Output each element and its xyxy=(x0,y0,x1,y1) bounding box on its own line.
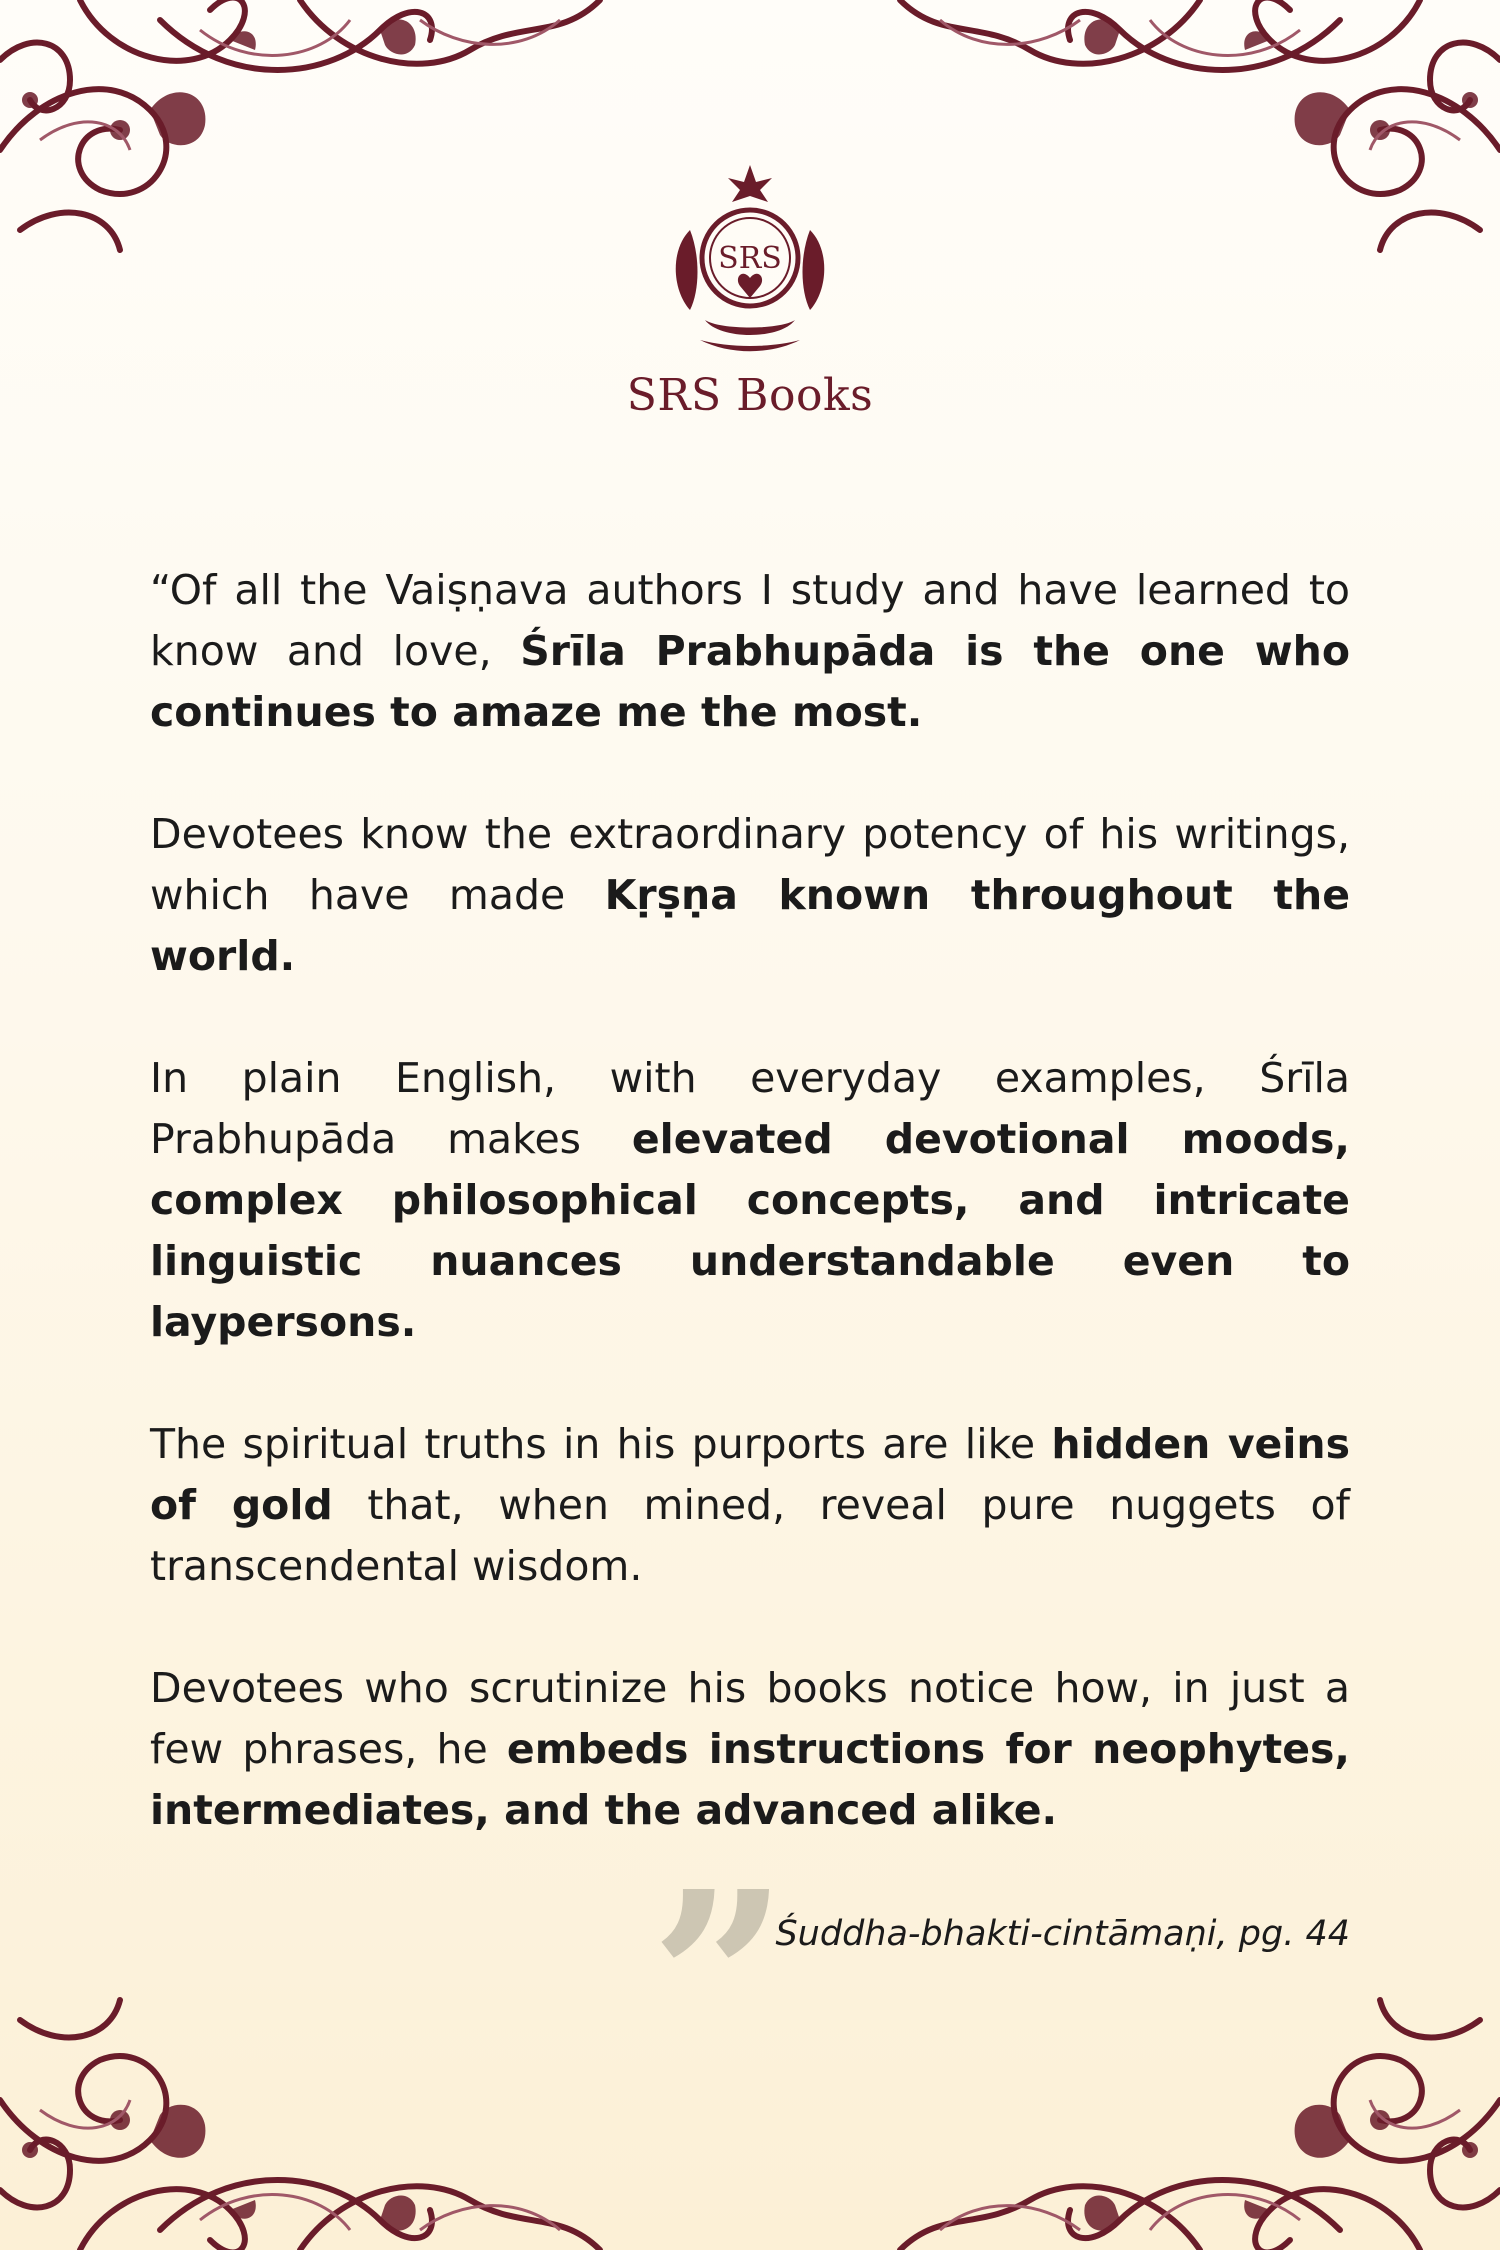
quote-paragraph xyxy=(150,560,1350,743)
quote-paragraph xyxy=(150,1658,1350,1841)
crest-monogram: SRS xyxy=(718,241,782,276)
quote-text: Devotees know the extraordinary potency of his writings, which have made xyxy=(150,810,1350,919)
quote-text: that, when mined, reveal pure nuggets of transcendental wisdom. xyxy=(150,1481,1350,1590)
quote-text: Devotees who scrutinize his books notice how, in just a few phrases, he xyxy=(150,1664,1350,1773)
quote-text: “Of all the Vaiṣṇava authors I study and have learned to know and love, xyxy=(150,566,1350,675)
quote-emphasis: Kṛṣṇa known throughout the world. xyxy=(150,871,1350,980)
quote-emphasis: elevated devotional moods, complex philosophical concepts, and intricate linguistic nuances understandable even to laypersons. xyxy=(150,1115,1350,1346)
brand-name: SRS Books xyxy=(626,370,874,421)
quote-emphasis: embeds instructions for neophytes, intermediates, and the advanced alike. xyxy=(150,1725,1350,1834)
quote-attribution xyxy=(640,1839,1350,2121)
quote-emphasis: hidden veins of gold xyxy=(150,1420,1351,1529)
closing-quote-icon: ” xyxy=(650,1839,789,2121)
corner-ornament-bottom-right-icon xyxy=(860,1990,1500,2250)
brand-header xyxy=(0,160,1500,421)
corner-ornament-bottom-left-icon xyxy=(0,1990,640,2250)
quote-source: Śuddha-bhakti-cintāmaṇi, pg. 44 xyxy=(775,1914,1350,1954)
quote-text: The spiritual truths in his purports are like xyxy=(150,1420,1052,1468)
quote-paragraph xyxy=(150,1414,1350,1597)
quote-body xyxy=(150,560,1350,1902)
srs-crest-icon xyxy=(660,160,840,360)
quote-emphasis: Śrīla Prabhupāda is the one who continues to amaze me the most. xyxy=(150,627,1350,736)
quote-text: In plain English, with everyday examples, Śrīla Prabhupāda makes xyxy=(150,1054,1350,1163)
quote-paragraph xyxy=(150,1048,1350,1353)
quote-paragraph xyxy=(150,804,1350,987)
